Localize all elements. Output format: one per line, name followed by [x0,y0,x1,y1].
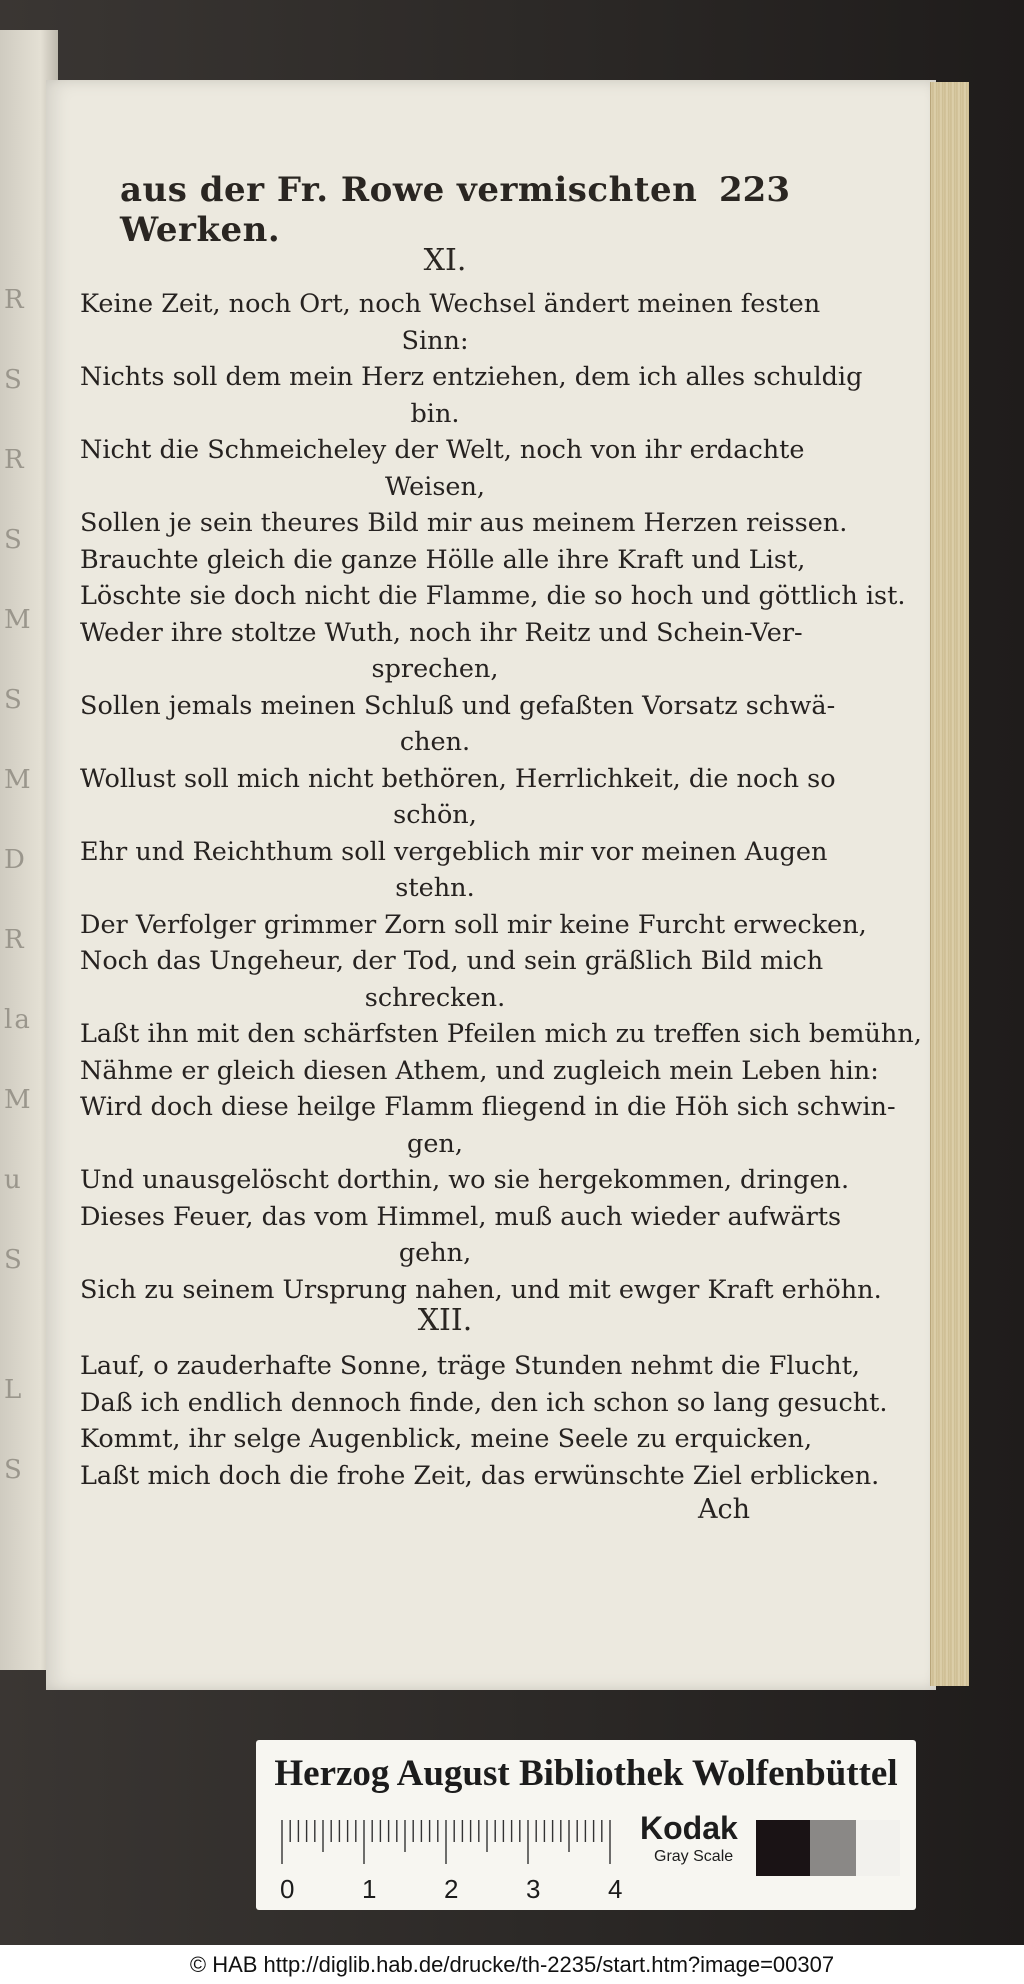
kodak-logo: Kodak [640,1810,738,1846]
ruler-ticks [282,1820,610,1864]
gray-scale-label: Gray Scale [654,1848,734,1865]
verse-line-continuation: Sinn: [401,325,469,356]
verse-line: Wollust soll mich nicht bethören, Herrlichkeit, die noch so [80,763,836,794]
running-header [120,170,790,250]
ruler-label: 2 [444,1874,459,1904]
verse-line: Und unausgelöscht dorthin, wo sie hergekommen, dringen. [80,1165,850,1195]
verse-line-continuation: stehn. [395,873,475,903]
verse-line-continuation: sprechen, [371,654,499,684]
section-numeral: XII. [417,1303,473,1338]
poem-stanza [80,286,922,1308]
color-target-card [256,1740,916,1910]
catchword: Ach [697,1494,750,1525]
facing-page-edge: R S R S M S M D R la M u S L S [0,30,58,1670]
gray-patch-light [856,1820,900,1876]
page-number: 223 [719,170,790,210]
verse-line-continuation: chen. [399,727,471,757]
verse-line-continuation: gehn, [398,1238,472,1268]
measurement-ruler [276,1816,636,1906]
verse-line: Nicht die Schmeicheley der Welt, noch von ihr erdachte [80,435,805,465]
verse-line: Keine Zeit, noch Ort, noch Wechsel ändert meinen festen [80,289,821,319]
verse-line: Sich zu seinem Ursprung nahen, und mit ewger Kraft erhöhn. [80,1274,882,1305]
running-title: aus der Fr. Rowe vermischten Werken. [120,170,698,250]
verse-line: Laßt ihn mit den schärfsten Pfeilen mich zu treffen sich bemühn, [80,1019,922,1049]
verse-line: Der Verfolger grimmer Zorn soll mir keine Furcht erwecken, [80,909,867,940]
verse-line-continuation: schrecken. [364,982,506,1013]
verse-line: Lauf, o zauderhafte Sonne, träge Stunden nehmt die Flucht, [80,1351,861,1381]
verse-line: Sollen je sein theures Bild mir aus meinem Herzen reissen. [80,508,848,538]
verse-line: Wird doch diese heilge Flamm fliegend in die Höh sich schwin- [80,1092,896,1122]
verse-line-continuation: schön, [393,800,477,830]
verse-line-continuation: bin. [410,398,460,429]
ruler-label: 0 [280,1874,295,1904]
verse-line: Weder ihre stoltze Wuth, noch ihr Reitz und Schein-Ver- [80,617,803,648]
verse-line: Ehr und Reichthum soll vergeblich mir vor meinen Augen [80,836,828,867]
verse-line: Löschte sie doch nicht die Flamme, die so hoch und göttlich ist. [80,581,906,611]
institution-name: Herzog August Bibliothek Wolfenbüttel [274,1753,898,1794]
verse-line: Nähme er gleich diesen Athem, und zugleich mein Leben hin: [80,1055,879,1086]
ruler-label: 1 [362,1874,377,1904]
verse-line: Dieses Feuer, das vom Himmel, muß auch wieder aufwärts [80,1201,842,1232]
verse-line: Brauchte gleich die ganze Hölle alle ihre Kraft und List, [80,544,806,575]
verse-line: Nichts soll dem mein Herz entziehen, dem ich alles schuldig [80,362,863,392]
verse-line-continuation: Weisen, [384,471,486,502]
gray-patch-dark [756,1820,810,1876]
copyright-footer: © HAB http://diglib.hab.de/drucke/th-2235/start.htm?image=00307 [0,1945,1024,1984]
verse-line: Noch das Ungeheur, der Tod, und sein gräßlich Bild mich [80,946,824,976]
ruler-label: 4 [608,1874,623,1904]
verse-line: Daß ich endlich dennoch finde, den ich schon so lang gesucht. [80,1387,888,1418]
verse-line: Laßt mich doch die frohe Zeit, das erwünschte Ziel erblicken. [80,1460,880,1491]
gray-patch-mid [810,1820,856,1876]
page-block-edge [930,82,969,1686]
poem-stanza [80,1348,888,1494]
section-numeral: XI. [423,243,467,278]
verse-line: Kommt, ihr selge Augenblick, meine Seele zu erquicken, [80,1424,813,1454]
ruler-label: 3 [526,1874,541,1904]
verse-line: Sollen jemals meinen Schluß und gefaßten Vorsatz schwä- [80,690,836,721]
verse-line-continuation: gen, [407,1128,463,1159]
